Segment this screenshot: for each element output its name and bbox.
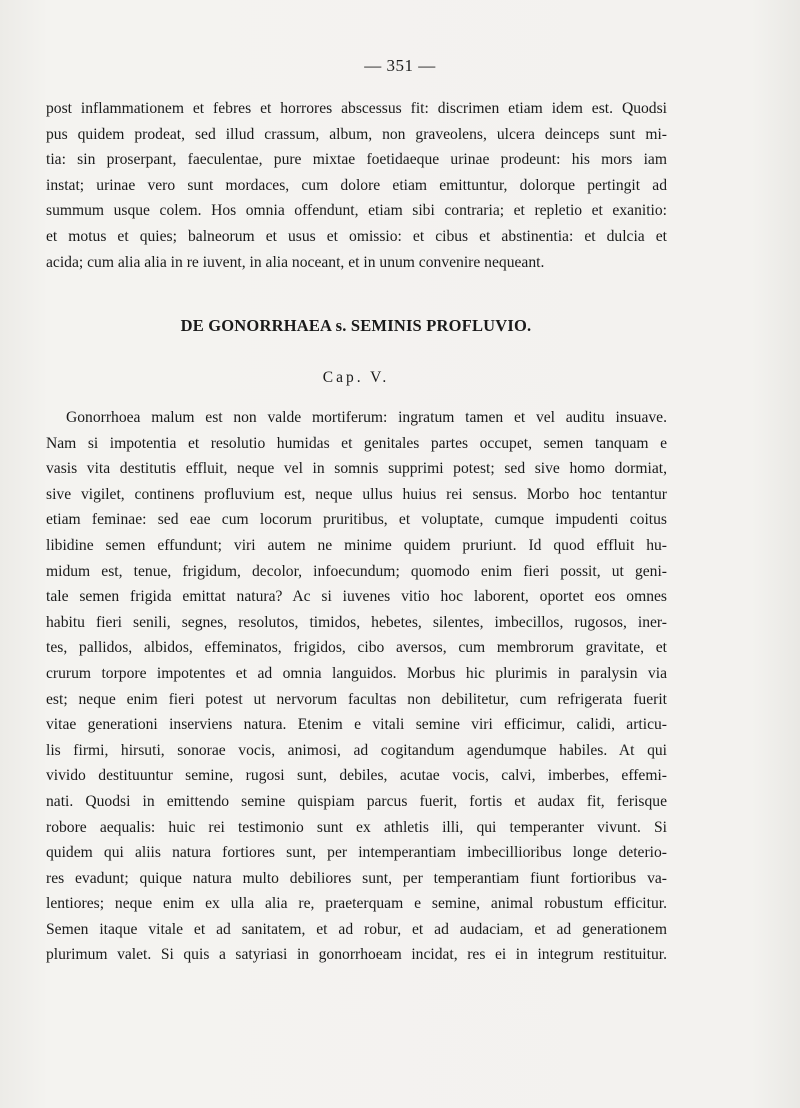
chapter-title: Cap. V. [322,369,390,386]
text-line: vasis vita destitutis effluit, neque vel in somnis supprimi potest; sed sive homo dormiat, [46,460,667,478]
text-line: etiam feminae: sed eae cum locorum pruritibus, et voluptate, cumque impudenti coitus [46,511,667,529]
text-line: tes, pallidos, albidos, effeminatos, frigidos, cibo aversos, cum membrorum gravitate, et [46,639,667,657]
text-line: vitae generationi inserviens natura. Etenim e vitali semine viri efficimur, calidi, articu- [46,716,667,734]
text-line: vivido destituuntur semine, rugosi sunt, debiles, acutae vocis, calvi, imberbes, effemi- [46,767,667,785]
text-line: summum usque colem. Hos omnia offendunt, etiam sibi contraria; et repletio et exanitio: [46,202,667,220]
text-line: Nam si impotentia et resolutio humidas et genitales partes occupet, semen tanquam e [46,434,667,452]
text-line: lentiores; neque enim ex ulla alia re, praeterquam e semine, animal robustum efficitur. [46,895,667,913]
text-line: tale semen frigida emittat natura? Ac si iuvenes vitio hoc laborent, oportet eos omnes [46,588,667,606]
text-line: Gonorrhoea malum est non valde mortiferum: ingratum tamen et vel auditu insuave. [66,409,667,426]
text-line: robore aequalis: huic rei testimonio sunt ex athletis illi, qui temperanter vivunt. Si [46,818,667,836]
text-line: instat; urinae vero sunt mordaces, cum dolore etiam emittuntur, dolorque pertingit ad [46,176,667,194]
text-line: plurimum valet. Si quis a satyriasi in gonorrhoeam incidat, res ei in integrum restituitur. [46,946,667,964]
text-line: habitu fieri senili, segnes, resolutos, timidos, hebetes, silentes, imbecillos, rugosos, iner- [46,613,667,631]
text-line: tia: sin proserpant, faeculentae, pure mixtae foetidaeque urinae prodeunt: his mors iam [46,151,667,169]
text-line: res evadunt; quique natura multo debiliores sunt, per temperantiam fiunt fortioribus va- [46,869,667,887]
text-line: crurum torpore impotentes et ad omnia languidos. Morbus hic plurimis in paralysin via [46,664,667,682]
paragraph-main [46,405,667,968]
text-line: sive vigilet, continens profluvium est, neque ullus huius rei sensus. Morbo hoc tentantur [46,485,667,503]
text-line: post inflammationem et febres et horrores abscessus fit: discrimen etiam idem est. Quodsi [46,100,667,117]
text-line: libidine semen effundunt; viri autem ne minime quidem pruriunt. Id quod effluit hu- [46,536,667,554]
section-title: DE GONORRHAEA s. SEMINIS PROFLUVIO. [180,316,532,335]
text-line: et motus et quies; balneorum et usus et omissio: et cibus et abstinentia: et dulcia et [46,227,667,245]
text-line: quidem qui aliis natura fortiores sunt, per intemperantiam imbecillioribus longe deterio- [46,844,667,862]
text-line: pus quidem prodeat, sed illud crassum, album, non graveolens, ulcera deinceps sunt mi- [46,125,667,143]
text-line: est; neque enim fieri potest ut nervorum facultas non debilitetur, cum refrigerata fuerit [46,690,667,708]
page-number: — 351 — [364,56,436,75]
text-line: acida; cum alia alia in re iuvent, in alia noceant, et in unum convenire nequeant. [46,253,545,271]
text-line: Semen itaque vitale et ad sanitatem, et ad robur, et ad audaciam, et ad generationem [46,920,667,938]
text-line: midum est, tenue, frigidum, decolor, infoecundum; quomodo enim fieri possit, ut geni- [46,562,667,580]
paragraph-continuation [46,96,667,275]
text-line: nati. Quodsi in emittendo semine quispiam parcus fuerit, fortis et audax fit, ferisque [46,792,667,810]
text-line: lis firmi, hirsuti, sonorae vocis, animosi, ad cogitandum agendumque habiles. At qui [46,741,667,759]
